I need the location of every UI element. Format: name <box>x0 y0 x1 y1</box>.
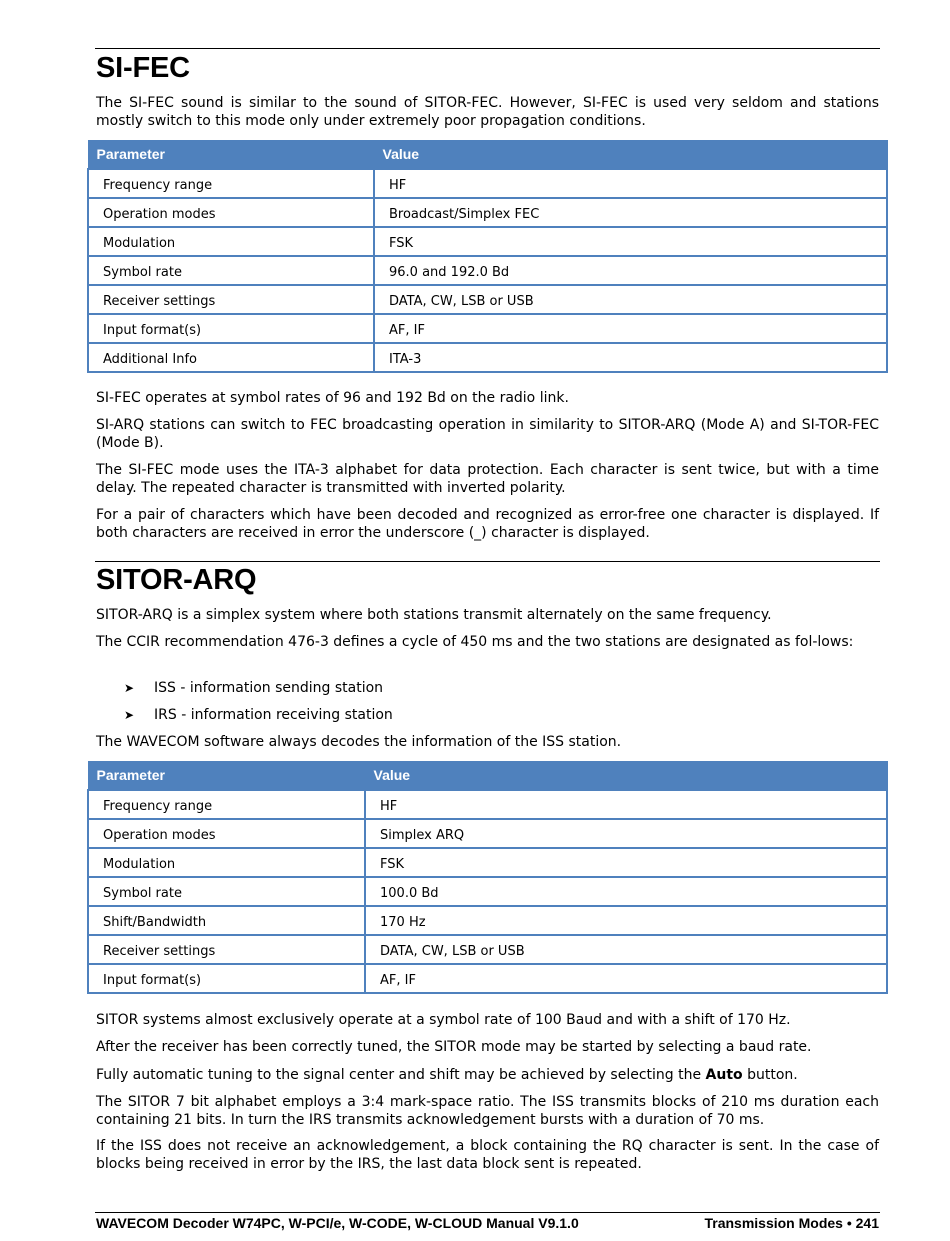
arrowhead-bullet-icon: ➤ <box>124 708 135 722</box>
sitor-paragraph-6 <box>96 1066 879 1084</box>
sitor-paragraph-4: SITOR systems almost exclusively operate at a symbol rate of 100 Baud and with a shift of 170 Hz. <box>96 1012 791 1028</box>
value-cell: AF, IF <box>374 314 887 343</box>
arrowhead-bullet-icon: ➤ <box>124 681 135 695</box>
sitor-paragraph-1: SITOR-ARQ is a simplex system where both stations transmit alternately on the same frequency. <box>96 607 772 623</box>
footer-rule <box>95 1212 880 1213</box>
sifec-parameter-table <box>87 140 888 373</box>
table-row <box>88 848 887 877</box>
sitor-paragraph-7: The SITOR 7 bit alphabet employs a 3:4 mark-space ratio. The ISS transmits blocks of 210 ms duration each containing 21 bits. In turn the IRS transmits acknowledgement bursts with a duration of 70 ms. <box>96 1094 879 1128</box>
param-cell: Receiver settings <box>88 285 374 314</box>
footer-page-info <box>704 1215 879 1232</box>
sitor-parameter-table <box>87 761 888 994</box>
value-cell: FSK <box>374 227 887 256</box>
param-cell: Symbol rate <box>88 877 365 906</box>
sifec-intro: The SI-FEC sound is similar to the sound of SITOR-FEC. However, SI-FEC is used very seldom and stations mostly switch to this mode only under extremely poor propagation conditions. <box>96 95 879 129</box>
param-cell: Shift/Bandwidth <box>88 906 365 935</box>
sitor-paragraph-3: The WAVECOM software always decodes the information of the ISS station. <box>96 734 622 750</box>
value-cell: DATA, CW, LSB or USB <box>365 935 887 964</box>
table-row <box>88 906 887 935</box>
section-title-sifec: SI-FEC <box>96 52 190 84</box>
value-cell: 100.0 Bd <box>365 877 887 906</box>
list-item-text: ISS - information sending station <box>154 680 384 696</box>
footer-section-name: Transmission Modes <box>704 1215 843 1231</box>
sifec-paragraph-2: SI-ARQ stations can switch to FEC broadcasting operation in similarity to SITOR-ARQ (Mode A) and SI-TOR-FEC (Mode B). <box>96 417 879 451</box>
table-row <box>88 285 887 314</box>
table-row <box>88 256 887 285</box>
sitor-paragraph-2: The CCIR recommendation 476-3 defines a cycle of 450 ms and the two stations are designated as fol-lows: <box>96 634 854 650</box>
column-header-parameter: Parameter <box>88 140 374 169</box>
paragraph-text: button. <box>742 1067 798 1083</box>
list-item-text: IRS - information receiving station <box>154 707 393 723</box>
footer-manual-title: WAVECOM Decoder W74PC, W-PCI/e, W-CODE, W-CLOUD Manual V9.1.0 <box>96 1215 579 1231</box>
value-cell: DATA, CW, LSB or USB <box>374 285 887 314</box>
value-cell: ITA-3 <box>374 343 887 372</box>
table-row <box>88 935 887 964</box>
value-cell: 96.0 and 192.0 Bd <box>374 256 887 285</box>
param-cell: Operation modes <box>88 198 374 227</box>
section-title-sitor-arq: SITOR-ARQ <box>96 564 257 596</box>
list-item <box>124 679 383 697</box>
table-header-row <box>88 761 887 790</box>
table-row <box>88 343 887 372</box>
param-cell: Additional Info <box>88 343 374 372</box>
value-cell: Broadcast/Simplex FEC <box>374 198 887 227</box>
value-cell: HF <box>365 790 887 819</box>
param-cell: Modulation <box>88 227 374 256</box>
param-cell: Receiver settings <box>88 935 365 964</box>
section-rule <box>95 48 880 49</box>
table-row <box>88 227 887 256</box>
value-cell: Simplex ARQ <box>365 819 887 848</box>
sifec-paragraph-1: SI-FEC operates at symbol rates of 96 and 192 Bd on the radio link. <box>96 390 569 406</box>
section-rule <box>95 561 880 562</box>
sifec-paragraph-4: For a pair of characters which have been decoded and recognized as error-free one character is displayed. If both characters are received in error the underscore (_) character is displayed. <box>96 507 879 541</box>
param-cell: Modulation <box>88 848 365 877</box>
table-row <box>88 198 887 227</box>
column-header-value: Value <box>365 761 887 790</box>
value-cell: AF, IF <box>365 964 887 993</box>
param-cell: Frequency range <box>88 169 374 198</box>
sitor-paragraph-8: If the ISS does not receive an acknowledgement, a block containing the RQ character is sent. In the case of blocks being received in error by the IRS, the last data block sent is repeated. <box>96 1138 879 1172</box>
table-row <box>88 314 887 343</box>
list-item <box>124 706 393 724</box>
table-row <box>88 877 887 906</box>
param-cell: Input format(s) <box>88 964 365 993</box>
column-header-parameter: Parameter <box>88 761 365 790</box>
column-header-value: Value <box>374 140 887 169</box>
paragraph-text: Fully automatic tuning to the signal center and shift may be achieved by selecting the <box>96 1067 706 1083</box>
table-header-row <box>88 140 887 169</box>
table-row <box>88 964 887 993</box>
footer-separator: • <box>846 1215 852 1231</box>
value-cell: FSK <box>365 848 887 877</box>
param-cell: Operation modes <box>88 819 365 848</box>
value-cell: HF <box>374 169 887 198</box>
sifec-paragraph-3: The SI-FEC mode uses the ITA-3 alphabet for data protection. Each character is sent twice, but with a time delay. The repeated character is transmitted with inverted polarity. <box>96 462 879 496</box>
param-cell: Frequency range <box>88 790 365 819</box>
table-row <box>88 819 887 848</box>
param-cell: Input format(s) <box>88 314 374 343</box>
value-cell: 170 Hz <box>365 906 887 935</box>
page-number: 241 <box>855 1215 879 1231</box>
table-row <box>88 790 887 819</box>
param-cell: Symbol rate <box>88 256 374 285</box>
auto-button-reference: Auto <box>705 1067 743 1083</box>
table-row <box>88 169 887 198</box>
sitor-paragraph-5: After the receiver has been correctly tuned, the SITOR mode may be started by selecting a baud rate. <box>96 1039 812 1055</box>
